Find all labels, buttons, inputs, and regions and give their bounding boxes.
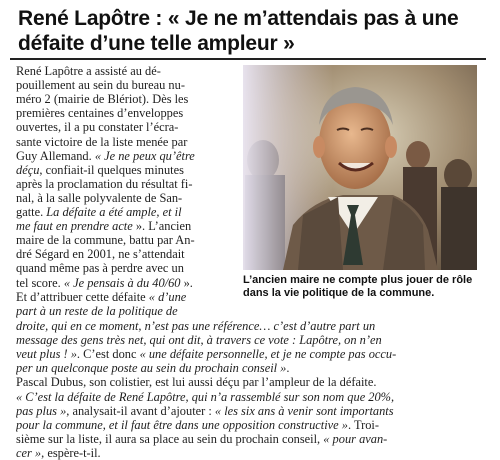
portrait-image — [243, 65, 477, 270]
quote-span: « C’est la défaite de René Lapôtre, qui n’a rassemblé sur son nom que 20%, — [16, 389, 395, 404]
text-span: . Troi- — [347, 417, 379, 432]
text-span: pouillement au sein du bureau nu- — [16, 78, 185, 93]
text-line — [16, 233, 244, 247]
quote-span: « Je ne peux qu’être — [94, 148, 195, 163]
article-headline — [18, 6, 488, 56]
text-line — [16, 205, 244, 219]
text-span: nal, à la salle polyvalente de San- — [16, 190, 183, 205]
text-line — [16, 276, 244, 290]
text-line — [16, 404, 484, 418]
text-line — [16, 177, 244, 191]
text-span: , confiait-il quelques minutes — [39, 162, 184, 177]
text-line — [16, 333, 484, 347]
text-line — [16, 347, 484, 361]
text-line — [16, 219, 244, 233]
quote-span: pour la commune, et il faut être dans une opposition constructive » — [16, 417, 348, 432]
text-span: après la proclamation du résultat fi- — [16, 176, 193, 191]
text-line — [16, 432, 484, 446]
text-span: , analysait-il avant d’ajouter : — [66, 403, 215, 418]
quote-span: message des gens très net, qui ont dit, à travers ce vote : Lapôtre, on n’en — [16, 333, 382, 348]
text-span: ». L’ancien — [132, 219, 192, 234]
text-line — [16, 163, 244, 177]
text-span: méro 2 (mairie de Blériot). Dès les — [16, 92, 189, 107]
text-span: . C’est donc — [76, 347, 140, 362]
headline-rule — [10, 58, 486, 60]
quote-span: « d’une — [148, 289, 187, 304]
quote-span: veut plus ! » — [16, 347, 77, 362]
quote-span: « pour avan- — [323, 431, 388, 446]
text-line — [16, 135, 244, 149]
quote-span: La défaite a été ample, et il — [46, 205, 182, 219]
text-line — [16, 149, 244, 163]
quote-span: déçu — [16, 162, 40, 177]
text-line — [16, 64, 244, 78]
headline-line-1: René Lapôtre : « Je ne m’attendais pas à une — [18, 7, 459, 30]
quote-span: droite, qui en ce moment, n’est pas une référence… c’est d’autre part un — [16, 319, 376, 333]
text-span: . — [286, 361, 290, 376]
text-span: quand même pas à perdre avec un — [16, 261, 184, 276]
text-line — [16, 375, 484, 389]
text-line — [16, 120, 244, 134]
text-line — [16, 92, 244, 106]
quote-span: « les six ans à venir sont importants — [214, 403, 394, 418]
text-span: gatte. — [16, 205, 47, 219]
text-line — [16, 390, 484, 404]
text-line — [16, 191, 244, 205]
text-span: ouvertes, il a pu constater l’écra- — [16, 120, 179, 135]
text-span: maire de la commune, battu par An- — [16, 233, 195, 248]
quote-span: pas plus » — [16, 403, 67, 418]
text-line — [16, 290, 244, 304]
text-line — [16, 261, 244, 275]
text-span: ». — [180, 275, 193, 290]
quote-span: per un quelconque poste au sein du prochain conseil » — [16, 361, 287, 376]
text-line — [16, 361, 484, 375]
text-span: Guy Allemand. — [16, 148, 95, 163]
text-line — [16, 319, 484, 333]
text-line — [16, 78, 244, 92]
text-span: dré Ségard en 2001, ne s’attendait — [16, 247, 185, 262]
text-line — [16, 106, 244, 120]
text-line — [16, 304, 244, 318]
text-span: Et d’attribuer cette défaite — [16, 289, 149, 304]
quote-span: part à un reste de la politique de — [16, 303, 178, 318]
text-line — [16, 418, 484, 432]
text-span: premières centaines d’enveloppes — [16, 106, 184, 121]
quote-span: me faut en prendre acte — [16, 219, 133, 234]
text-span: René Lapôtre a assisté au dé- — [16, 64, 161, 78]
text-span: , espère-t-il. — [41, 445, 101, 460]
text-span: Pascal Dubus, son colistier, est lui aussi déçu par l’ampleur de la défaite. — [16, 375, 377, 390]
text-line — [16, 247, 244, 261]
quote-span: « une défaite personnelle, et je ne compte pas occu- — [139, 347, 397, 362]
quote-span: cer » — [16, 445, 42, 460]
portrait-photo — [243, 65, 477, 270]
text-span: sante victoire de la liste menée par — [16, 134, 188, 149]
text-span: tel score. — [16, 275, 64, 290]
quote-span: « Je pensais à du 40/60 — [63, 275, 181, 290]
photo-caption: L’ancien maire ne compte plus jouer de rôle dans la vie politique de la commune. — [243, 274, 473, 299]
text-span: sième sur la liste, il aura sa place au sein du prochain conseil, — [16, 431, 324, 446]
headline-line-2: défaite d’une telle ampleur » — [18, 32, 295, 55]
